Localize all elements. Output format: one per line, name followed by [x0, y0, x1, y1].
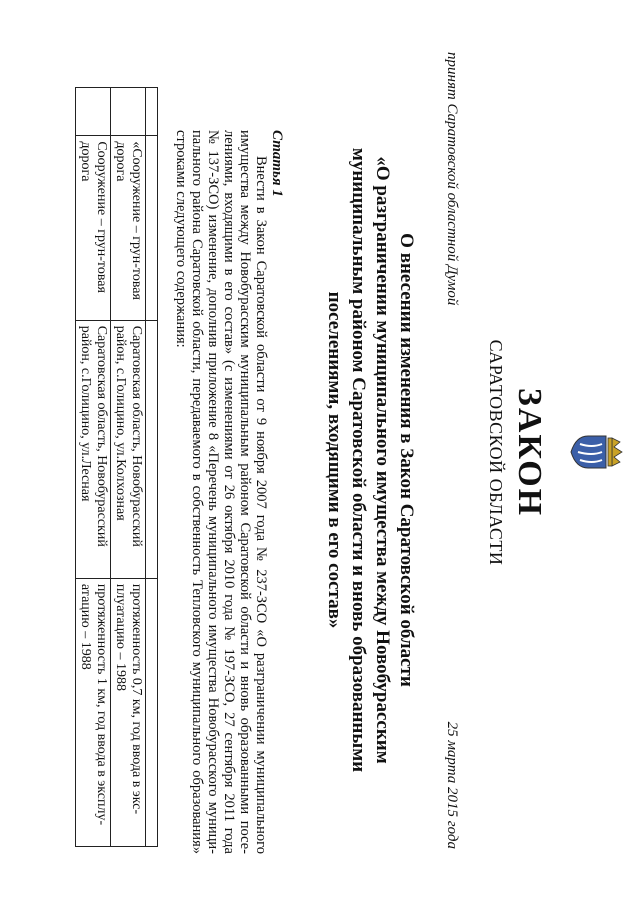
article-line: имущества между Новобурасским муниципальным районом Саратовской области и вновь образованными посе-	[237, 130, 253, 854]
object-characteristics: протяженность 0,7 км, год ввода в экс-плуатацию – 1988	[111, 578, 146, 846]
region-name: САРАТОВСКОЙ ОБЛАСТИ	[486, 339, 506, 566]
table-header-row	[146, 88, 158, 847]
object-name: «Сооружение – грун-товая дорога	[111, 136, 146, 320]
law-title	[322, 100, 418, 820]
table-row	[76, 88, 111, 847]
object-characteristics: протяженность 1 км, год ввода в эксплу-атацию – 1988	[76, 578, 111, 846]
article-heading: Статья 1	[269, 130, 285, 197]
object-name: Сооружение – грун-товая дорога	[76, 136, 111, 320]
law-title-line: «О разграничении муниципального имущества между Новобурасским	[372, 156, 393, 764]
article-line: строками следующего содержания:	[173, 130, 189, 348]
article-line: Внести в Закон Саратовской области от 9 ноября 2007 года № 237-ЗСО «О разграничении муниципального	[253, 156, 269, 854]
table-row	[111, 88, 146, 847]
law-title-line: поселениями, входящими в его состав»	[324, 291, 345, 629]
adoption-date: 25 марта 2015 года	[444, 721, 460, 849]
article-line: № 137-ЗСО) изменение, дополнив приложение 8 «Перечень муниципального имущества Новобурасского муници-	[205, 130, 221, 854]
row-number	[111, 88, 146, 136]
law-title-line: муниципальным районом Саратовской области и вновь образованными	[348, 147, 369, 773]
row-number	[76, 88, 111, 136]
law-title-line: О внесении изменения в Закон Саратовской области	[396, 233, 417, 687]
saratov-coat-of-arms-icon	[570, 430, 624, 474]
object-address: Саратовская область, Новобурасский район, с.Голицино, ул.Лесная	[76, 320, 111, 578]
article-line: лениями, входящими в его состав» (с изменениями от 26 октября 2010 года № 197-ЗСО, 27 сентября 2011 года	[221, 130, 237, 854]
law-heading: ЗАКОН	[511, 387, 548, 518]
adopted-by-note: принят Саратовской областной Думой	[444, 52, 460, 306]
property-table	[75, 87, 158, 847]
article-body	[173, 130, 269, 854]
object-address: Саратовская область, Новобурасский район, с.Голицино, ул.Колхозная	[111, 320, 146, 578]
article-line: пального района Саратовской области, передаваемого в собственность Тепловского муниципального образования»	[189, 130, 205, 854]
